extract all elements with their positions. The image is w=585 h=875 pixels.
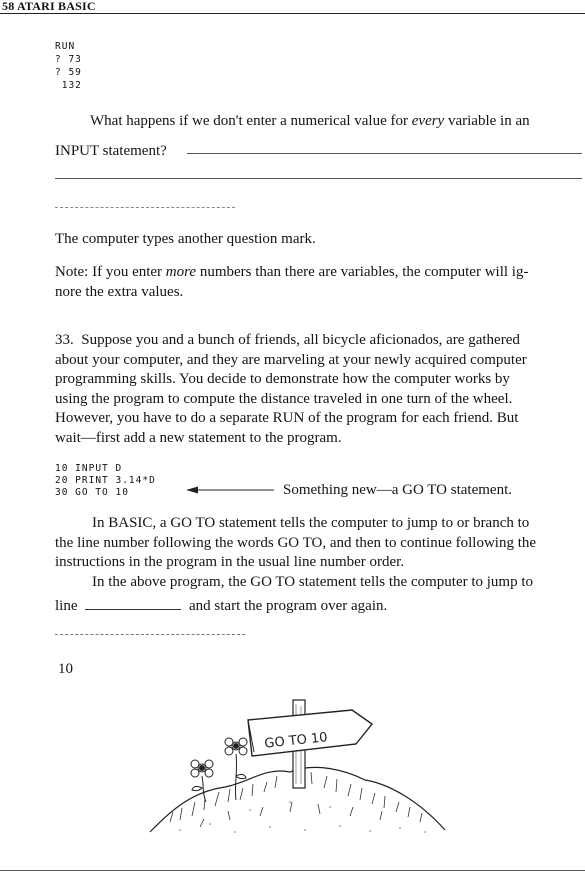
frame-divider	[55, 634, 245, 635]
paragraph-line: the line number following the words GO TO, and then to continue following the	[55, 534, 537, 551]
running-head: 58 ATARI BASIC	[2, 0, 96, 13]
note-line-2: nore the extra values.	[55, 284, 184, 300]
answer-blank-1[interactable]	[187, 153, 582, 154]
line-number-blank[interactable]	[85, 609, 181, 610]
arrow-annotation: Something new—a GO TO statement.	[283, 482, 512, 498]
note-emphasis: more	[165, 264, 197, 280]
footer-rule	[0, 870, 585, 871]
explanation-paragraph	[55, 514, 580, 592]
question-post: variable in an	[444, 113, 530, 129]
answer-blank-2[interactable]	[55, 178, 582, 179]
answer-divider	[55, 207, 235, 208]
run-output-line: 132	[55, 80, 82, 91]
frame-33-paragraph	[55, 331, 580, 448]
program-line: 10 INPUT D	[55, 463, 123, 474]
header-rule	[0, 13, 585, 14]
program-line: 20 PRINT 3.14*D	[55, 475, 156, 486]
sign-text: GO TO 10	[263, 730, 329, 752]
left-arrow-icon	[186, 484, 276, 496]
paragraph-line: about your computer, and they are marveling at your newly acquired computer	[55, 351, 527, 368]
fill-post: and start the program over again.	[189, 598, 388, 614]
note-line-1	[55, 263, 575, 283]
program-listing	[55, 463, 156, 499]
paragraph-line: 33. Suppose you and a bunch of friends, all bicycle aficionados, are gathered	[55, 332, 520, 348]
fill-in-line	[55, 597, 387, 617]
fill-pre: line	[55, 598, 78, 614]
paragraph-line: programming skills. You decide to demonstrate how the computer works by	[55, 371, 510, 387]
paragraph-line: instructions in the program in the usual line number order.	[55, 554, 405, 570]
question-line-2: INPUT statement?	[55, 143, 167, 159]
page-header	[0, 0, 585, 14]
frame-number: 10	[58, 661, 73, 677]
run-output-line: ? 59	[55, 67, 82, 78]
paragraph-line: In the above program, the GO TO statement tells the computer to jump to	[92, 573, 534, 590]
run-output-line: RUN	[55, 41, 76, 52]
signpost-illustration	[140, 692, 460, 842]
paragraph-line: However, you have to do a separate RUN of the program for each friend. But	[55, 410, 519, 426]
question-pre: What happens if we don't enter a numerical value for	[90, 113, 412, 129]
paragraph-line: wait—first add a new statement to the program.	[55, 429, 342, 446]
answer-text: The computer types another question mark.	[55, 231, 316, 247]
paragraph-line: using the program to compute the distance traveled in one turn of the wheel.	[55, 390, 513, 407]
run-output	[55, 40, 82, 92]
paragraph-line: In BASIC, a GO TO statement tells the computer to jump to or branch to	[92, 515, 530, 531]
note-pre: Note: If you enter	[55, 264, 166, 280]
question-line-1	[90, 112, 570, 132]
program-line: 30 GO TO 10	[55, 487, 129, 498]
note-post: numbers than there are variables, the computer will ig-	[196, 264, 529, 280]
run-output-line: ? 73	[55, 54, 82, 65]
question-emphasis: every	[411, 113, 445, 129]
